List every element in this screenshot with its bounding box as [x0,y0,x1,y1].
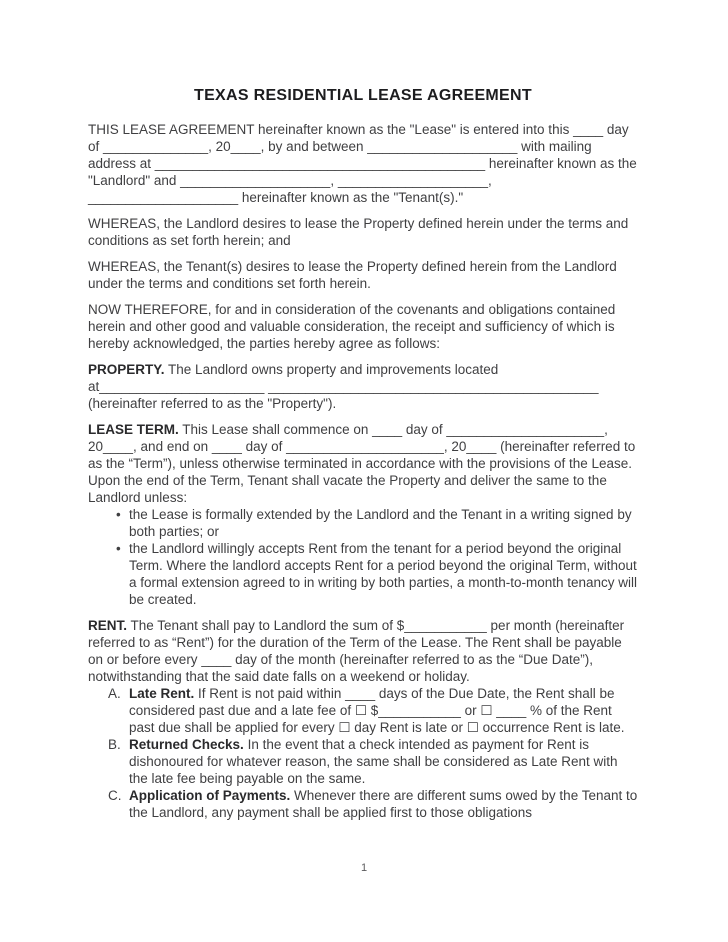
lease-term-section [88,421,638,506]
lease-term-heading: LEASE TERM. [88,422,179,437]
property-heading: PROPERTY. [88,362,165,377]
late-rent-heading: Late Rent. [129,686,195,701]
intro-paragraph: THIS LEASE AGREEMENT hereinafter known as the "Lease" is entered into this ____ day of ______________, 20____, by and between ____________________ with mailing address at ____________________________________________ hereinafter known as the "Landlord" and ____________________, ____________________, ____________________ hereinafter known as the "Tenant(s)." [88,122,637,205]
bullet-icon: • [116,541,121,556]
lease-extension-bullet [88,506,638,540]
returned-checks-text: In the event that a check intended as payment for Rent is dishonoured for whatever reason, the same shall be considered as Late Rent with the late fee being payable on the same. [129,737,618,786]
application-of-payments-text: Whenever there are different sums owed by the Tenant to the Landlord, any payment shall be applied first to those obligations [129,788,638,820]
item-letter: A. [108,686,121,701]
rent-subitem-list [88,685,638,821]
item-letter: C. [108,788,122,803]
page-number: 1 [360,862,368,874]
item-text [129,787,638,821]
bullet-text: the Lease is formally extended by the Landlord and the Tenant in a writing signed by both parties; or [129,507,632,539]
whereas-tenant-clause: WHEREAS, the Tenant(s) desires to lease the Property defined herein from the Landlord under the terms and conditions set forth herein. [88,259,617,291]
rent-heading: RENT. [88,618,128,633]
property-section [88,361,638,412]
late-rent-text: If Rent is not paid within ____ days of the Due Date, the Rent shall be considered past due and a late fee of ☐ $___________ or ☐ ____ % of the Rent past due shall be applied for every ☐ day Rent is late or ☐ occurrence Rent is late. [129,686,625,735]
returned-checks-item [88,736,638,787]
lease-term-bullet-list [88,506,638,608]
rent-text: The Tenant shall pay to Landlord the sum of $___________ per month (hereinafter referred to as “Rent”) for the duration of the Term of the Lease. The Rent shall be payable on or before every ____ day of the month (hereinafter referred to as the “Due Date”), notwithstanding that the said date falls on a weekend or holiday. [88,618,625,684]
now-therefore-clause: NOW THEREFORE, for and in consideration of the covenants and obligations contained herein and other good and valuable consideration, the receipt and sufficiency of which is hereby acknowledged, the parties hereby agree as follows: [88,302,616,351]
bullet-icon: • [116,507,121,522]
whereas-landlord-clause: WHEREAS, the Landlord desires to lease the Property defined herein under the terms and conditions as set forth herein; and [88,216,629,248]
application-of-payments-item [88,787,638,821]
document-title: TEXAS RESIDENTIAL LEASE AGREEMENT [194,87,532,104]
bullet-text: the Landlord willingly accepts Rent from the tenant for a period beyond the original Term. Where the landlord accepts Rent for a period beyond the original Term, without a formal extension agreed to in writing by both parties, a month-to-month tenancy will be created. [129,541,638,607]
holdover-tenancy-bullet [88,540,638,608]
late-rent-item [88,685,638,736]
item-letter: B. [108,737,121,752]
property-text: The Landlord owns property and improvements located at______________________ ____________________________________________ (hereinafter referred to as the "Property"). [88,362,599,411]
lease-term-text: This Lease shall commence on ____ day of _____________________, 20____, and end on ____ day of _____________________, 20____ (hereinafter referred to as the “Term”), unless otherwise terminated in accordance with the provisions of the Lease. Upon the end of the Term, Tenant shall vacate the Property and deliver the same to the Landlord unless: [88,422,636,505]
application-of-payments-heading: Application of Payments. [129,788,291,803]
item-text [129,736,638,787]
item-text [129,685,638,736]
rent-section [88,617,638,685]
returned-checks-heading: Returned Checks. [129,737,244,752]
